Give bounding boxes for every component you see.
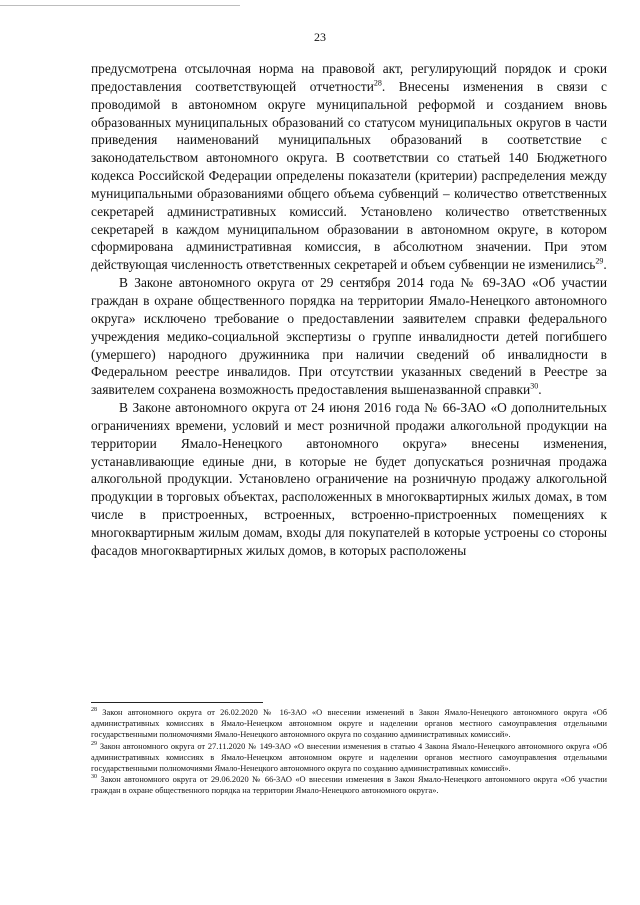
main-text [91,60,607,560]
footnote-ref-30[interactable]: 30 [530,381,539,391]
scan-edge-line [0,5,240,6]
footnote-28 [91,707,607,741]
paragraph-3-text: В Законе автономного округа от 24 июня 2016 года № 66-ЗАО «О дополнительных ограничениях времени, условий и мест розничной продажи алкогольной продукции на территории Ямало-Ненецкого автономного округа» внесены изменения, устанавливающие единые дни, в которые не будет допускаться розничная продажа алкогольной продукции. Установлено ограничение на розничную продажу алкогольной продукции в торговых объектах, расположенных в многоквартирных жилых домах, в том числе в пристроенных, встроенных, встроенно-пристроенных помещениях к многоквартирным жилым домам, входы для покупателей в которые устроены со стороны фасадов многоквартирных жилых домов, в которых расположены [91,400,607,558]
footnote-number-28: 28 [91,707,97,714]
footnote-30 [91,774,607,796]
footnote-text-30: Закон автономного округа от 29.06.2020 № 66-ЗАО «О внесении изменения в Закон Ямало-Ненецкого автономного округа «Об участии граждан в охране общественного порядка на территории Ямало-Ненецкого автономного округа». [91,775,608,796]
paragraph-1-end: . [603,257,607,273]
paragraph-2-tail: . [538,382,542,398]
paragraph-1 [91,60,607,274]
footnote-ref-28[interactable]: 28 [373,78,382,88]
footnote-number-29: 29 [91,740,97,747]
paragraph-1-tail: . Внесены изменения в связи с проводимой в автономном округе муниципальной реформой и созданием вновь образованных муниципальных образований со статусом муниципальных округов в части приведения наименований муниципальных образований в соответствие с законодательством автономного округа. В соответствии со статьей 140 Бюджетного кодекса Российской Федерации определены показатели (критерии) распределения между муниципальными образованиями общего объема субвенций – количество ответственных секретарей административных комиссий. Установлено количество ответственных секретарей в каждом муниципальном образовании в автономном округе, в котором сформирована административная комиссия, в абсолютном значении. При этом действующая численность ответственных секретарей и объем субвенции не изменились [91,78,607,273]
paragraph-1-text: предусмотрена отсылочная норма на правовой акт, регулирующий порядок и сроки предоставления соответствующей отчетности [91,61,607,94]
footnotes [91,707,607,797]
footnote-ref-29[interactable]: 29 [595,256,604,266]
footnote-separator [91,702,263,703]
footnote-text-28: Закон автономного округа от 26.02.2020 № 16-ЗАО «О внесении изменений в Закон Ямало-Ненецкого автономного округа «Об административных комиссиях в Ямало-Ненецком автономном округе и наделении органов местного самоуправления отдельными государственными полномочиями Ямало-Ненецкого автономного округа по созданию административных комиссий». [91,708,608,740]
footnote-29 [91,741,607,775]
page-number: 23 [314,30,326,44]
paragraph-3 [91,399,607,560]
footnote-number-30: 30 [91,774,97,781]
paragraph-2 [91,274,607,399]
paragraph-2-text: В Законе автономного округа от 29 сентября 2014 года № 69-ЗАО «Об участии граждан в охране общественного порядка на территории Ямало-Ненецкого автономного округа» исключено требование о предоставлении заявителем справки федерального учреждения медико-социальной экспертизы о группе инвалидности детей погибшего (умершего) народного дружинника при наличии сведений об инвалидности в Федеральном реестре инвалидов. При отсутствии указанных сведений в Реестре за заявителем сохранена возможность предоставления вышеназванной справки [91,275,607,398]
footnote-text-29: Закон автономного округа от 27.11.2020 № 149-ЗАО «О внесении изменения в статью 4 Закона Ямало-Ненецкого автономного округа «Об административных комиссиях в Ямало-Ненецком автономном округе и наделении органов местного самоуправления отдельными государственными полномочиями Ямало-Ненецкого автономного округа по созданию административных комиссий». [91,741,607,774]
